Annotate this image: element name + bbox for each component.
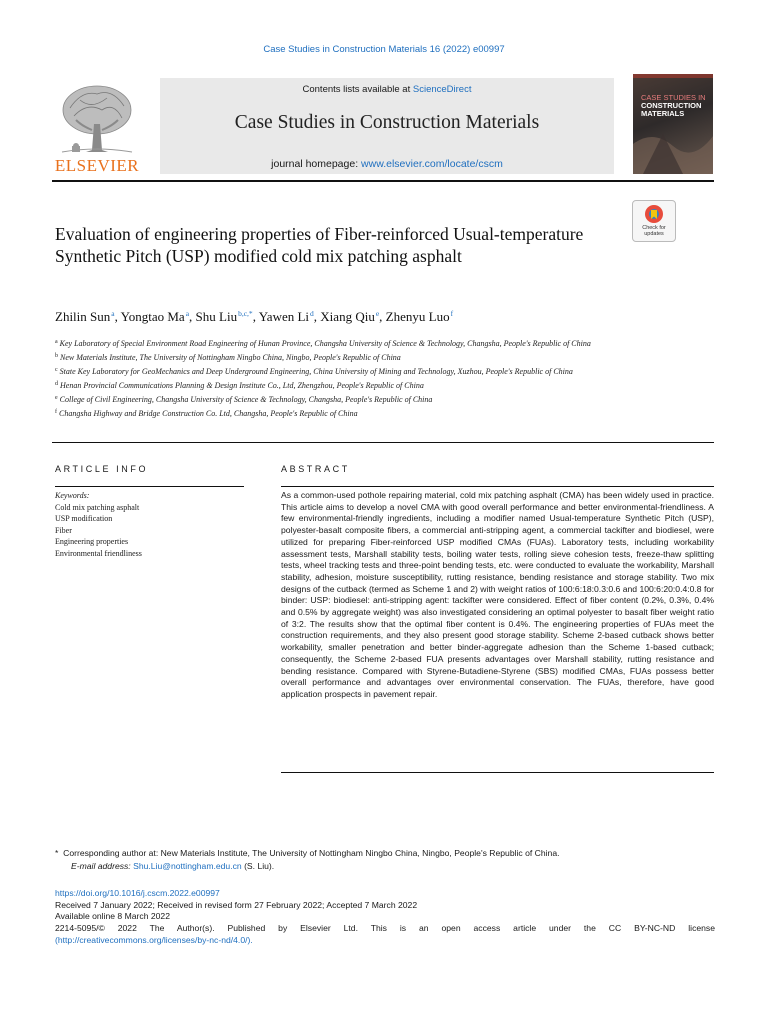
author-name: Shu Liu	[195, 309, 238, 324]
author-affiliation-marker[interactable]: a	[111, 309, 115, 318]
affiliation	[55, 364, 615, 378]
doi-link[interactable]: https://doi.org/10.1016/j.cscm.2022.e00997	[55, 888, 220, 898]
contents-prefix: Contents lists available at	[302, 84, 413, 95]
article-title: Evaluation of engineering properties of Fiber-reinforced Usual-temperature Synthetic Pitch (USP) modified cold mix patching asphalt	[55, 224, 584, 266]
keyword: Engineering properties	[55, 537, 129, 547]
author-name: Xiang Qiu	[320, 309, 375, 324]
author[interactable]	[259, 309, 314, 324]
author-affiliation-marker[interactable]: f	[450, 309, 454, 318]
email-label: E-mail address:	[71, 860, 131, 871]
license-statement: 2214-5095/© 2022 The Author(s). Published by Elsevier Ltd. This is an open access article under the CC BY-NC-ND license	[55, 923, 715, 934]
author-list: Zhilin Sun$^a$, Yongtao Ma$^a$, Shu Liu$^{b,c,*}$, Yawen Li$^d$, Xiang Qiu$^e$, Zhenyu Luo$^f$	[55, 309, 454, 324]
author-name: Yawen Li	[258, 309, 310, 324]
abstract-heading: ABSTRACT	[281, 464, 350, 474]
abstract-rule	[281, 486, 714, 487]
bookmark-icon	[644, 204, 664, 224]
cover-title-top: CASE STUDIES IN	[641, 93, 706, 102]
cover-texture	[633, 74, 713, 174]
check-for-updates-button[interactable]	[632, 200, 676, 242]
affiliation-marker: d	[55, 381, 58, 387]
affiliation	[55, 392, 615, 406]
cover-title-bottom: CONSTRUCTION MATERIALS	[641, 101, 702, 118]
article-info-rule	[55, 486, 244, 487]
author[interactable]	[320, 309, 379, 324]
author-affiliation-marker[interactable]: d	[310, 309, 314, 318]
corresponding-author-footnote	[55, 847, 715, 872]
affiliation-text: Key Laboratory of Special Environment Road Engineering of Hunan Province, Changsha University of Science & Technology, Changsha, People's Republic of China	[59, 339, 591, 348]
affiliation	[55, 406, 615, 420]
email-suffix: (S. Liu).	[241, 860, 275, 871]
homepage-line	[160, 158, 614, 170]
article-info-heading: ARTICLE INFO	[55, 464, 149, 474]
corresponding-line	[55, 847, 715, 860]
keyword: USP modification	[55, 514, 113, 524]
abstract-end-rule	[281, 772, 714, 773]
keywords-block	[55, 490, 245, 560]
author[interactable]	[55, 309, 115, 324]
license-link[interactable]: (http://creativecommons.org/licenses/by-nc-nd/4.0/).	[55, 934, 253, 945]
available-online: Available online 8 March 2022	[55, 911, 170, 922]
journal-homepage-link[interactable]: www.elsevier.com/locate/cscm	[361, 158, 503, 170]
corresponding-text: Corresponding author at: New Materials Institute, The University of Nottingham Ningbo China, Ningbo, People's Republic of China.	[63, 848, 560, 858]
author-email-link[interactable]: Shu.Liu@nottingham.edu.cn	[133, 860, 242, 871]
affiliation-marker: e	[55, 395, 58, 401]
affiliation-marker: b	[55, 353, 58, 359]
author[interactable]	[386, 309, 453, 324]
article-footer	[55, 888, 715, 947]
affiliation-list	[55, 336, 615, 420]
publisher-wordmark: ELSEVIER	[54, 156, 140, 175]
sciencedirect-link[interactable]: ScienceDirect	[412, 84, 472, 95]
author-affiliation-marker[interactable]: a	[185, 309, 190, 318]
journal-title: Case Studies in Construction Materials	[234, 112, 540, 133]
author-affiliation-marker[interactable]: b,c,*	[238, 309, 253, 318]
author-name: Zhilin Sun	[55, 309, 111, 324]
header-rule	[52, 180, 714, 182]
author[interactable]	[196, 309, 253, 324]
affiliation-text: College of Civil Engineering, Changsha University of Science & Technology, Changsha, People's Republic of China	[59, 395, 433, 404]
check-for-updates-label: Check for updates	[642, 225, 666, 237]
affiliation-marker: a	[55, 339, 58, 345]
footnote-marker: *	[55, 848, 59, 858]
contents-line	[160, 84, 614, 95]
author-name: Zhenyu Luo	[385, 309, 450, 324]
abstract-body: As a common-used pothole repairing material, cold mix patching asphalt (CMA) has been widely used in practice. This article aims to develop a novel CMA with good overall performance and better environmental-friendliness. A few environmental-friendly ingredients, including a modifier named Usual-temperature Synthetic Pitch (USP), polyester-basalt composite fibers, a commercial anti-stripping agent, a commercial tackifter and biodiesel, were utilized for preparing Fiber-reinforced USP modified CMAs (FUAs). Laboratory tests, including workability assessment tests, Marshall stability tests, boiling water tests, rolling sieve cohesion tests, freeze-thaw splitting tests, wheel tracking tests and three-point bending tests, etc. were conducted to evaluate the workability, Marshall stability, adhesion, moisture susceptibility, rutting resistance, bending resistance and storage stability. Two mix designs of the cutback (termed as Scheme 1 and 2) with weight ratios of 100:6:18:0.3:0.6 and 100:6:20:0.4:0.8 for binder: USP: biodiesel: anti-stripping agent: tackifter were considered. Effect of fiber content (0.2%, 0.3%, 0.4% and 0.5% by aggregate weight) was also investigated considering an optimal polyester to basalt fiber weight ratio of 3:2. The results show that the optimal fiber content is 0.4%. The engineering properties of FUAs meet the construction requirements, and they also present good storage stability. Scheme 2-based cutback shows better workability, smaller penetration and better binder-aggregate adhesion than the Scheme 1-based cutback; consequently, the Scheme 2-based FUA presents advantages over Marshall stability, rutting resistance and bending resistance. Compared with Styrene-Butadiene-Styrene (SBS) modified CMAs, FUAs possess better overall performance and advantages over environmental conservation. The FUAs, therefore, have good application prospects in pavement repair.	[281, 490, 714, 699]
keywords-label: Keywords:	[55, 491, 90, 500]
received-dates: Received 7 January 2022; Received in revised form 27 February 2022; Accepted 7 March 2022	[55, 899, 418, 910]
keyword: Cold mix patching asphalt	[55, 502, 140, 512]
affiliation-marker: f	[55, 409, 57, 415]
affiliation	[55, 350, 615, 364]
homepage-prefix: journal homepage:	[271, 158, 362, 170]
journal-cover-image[interactable]	[633, 74, 713, 174]
affiliation-text: Henan Provincial Communications Planning & Design Institute Co., Ltd, Zhengzhou, People's Republic of China	[60, 381, 424, 390]
keyword: Fiber	[55, 525, 72, 535]
affiliation-marker: c	[55, 367, 58, 373]
author[interactable]	[121, 309, 189, 324]
author-affiliation-marker[interactable]: e	[375, 309, 380, 318]
email-line	[55, 860, 715, 873]
affiliation-text: Changsha Highway and Bridge Construction Co. Ltd, Changsha, People's Republic of China	[59, 409, 358, 418]
affiliation-text: New Materials Institute, The University of Nottingham Ningbo China, Ningbo, People's Republic of China	[60, 353, 401, 362]
journal-reference-link[interactable]: Case Studies in Construction Materials 16 (2022) e00997	[263, 44, 505, 55]
journal-header-box	[160, 78, 614, 174]
affiliation-text: State Key Laboratory for GeoMechanics and Deep Underground Engineering, China University of Mining and Technology, Xuzhou, People's Republic of China	[59, 367, 573, 376]
affiliation	[55, 336, 615, 350]
author-name: Yongtao Ma	[120, 309, 185, 324]
cover-title	[641, 94, 707, 118]
affiliation	[55, 378, 615, 392]
section-rule	[52, 442, 714, 443]
keyword: Environmental friendliness	[55, 548, 142, 558]
